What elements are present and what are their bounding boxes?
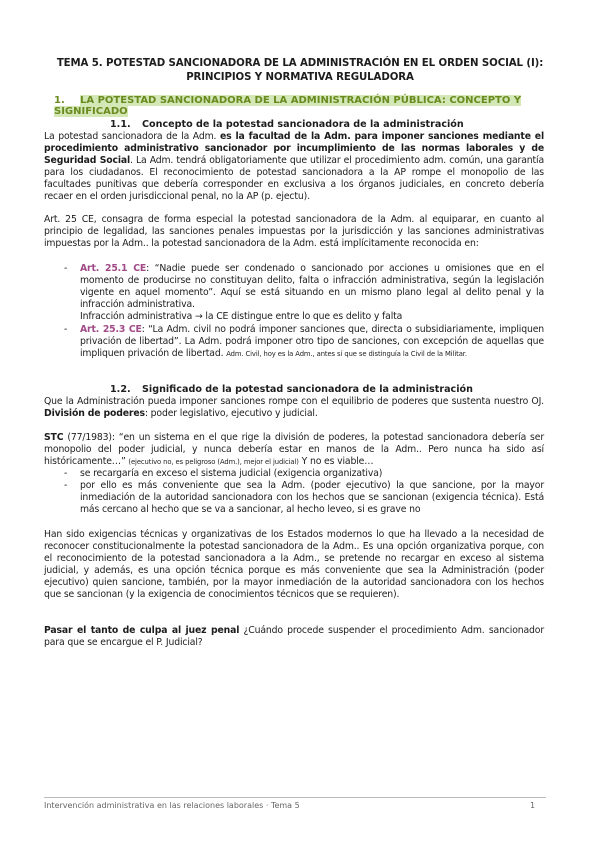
subsection-1-2-title: Significado de la potestad sancionadora de la administración xyxy=(142,384,473,395)
stc-small-note: (ejecutivo no, es peligroso (Adm.), mejor el judicial) xyxy=(128,458,299,466)
paragraph-significance-text-c: : poder legislativo, ejecutivo y judicial. xyxy=(144,408,318,419)
stc-quote: (77/1983): “en un sistema en el que rige la división de poderes, la potestad sancionadora debería ser monopolio del poder judicial, y nunca debería estar en manos de la Adm.. Pero nunca ha sido así históricamente…” xyxy=(44,432,544,467)
section-1-heading xyxy=(54,95,544,117)
subsection-1-1-number: 1.1. xyxy=(110,119,131,130)
subsection-1-1-heading xyxy=(110,119,464,131)
bullet-marker-4: - xyxy=(64,480,68,491)
stc-label: STC xyxy=(44,432,64,443)
bullet-marker-1: - xyxy=(64,263,68,274)
paragraph-concept-text-a: La potestad sancionadora de la Adm. xyxy=(44,131,220,142)
article-25-1-note: Infracción administrativa → la CE distingue entre lo que es delito y falta xyxy=(80,311,403,322)
paragraph-penal-judge xyxy=(44,625,544,649)
paragraph-stc xyxy=(44,432,544,468)
bullet-marker-2: - xyxy=(64,324,68,335)
list-item-technical: por ello es más conveniente que sea la Adm. (poder ejecutivo) la que sancione, por la mayor inmediación de la autoridad sancionadora con los hechos que se sancionan (exigencia técnica). Está más cercano al hecho que se va a sancionar, al hecho leveo, si es grave no xyxy=(80,480,544,515)
article-ref-25-3: Art. 25.3 CE xyxy=(80,324,142,335)
footer-text: Intervención administrativa en las relaciones laborales · Tema 5 xyxy=(44,801,300,810)
list-item-art-25-1 xyxy=(80,263,544,323)
section-1-title: LA POTESTAD SANCIONADORA DE LA ADMINISTRACIÓN PÚBLICA: CONCEPTO Y SIGNIFICADO xyxy=(54,95,522,117)
paragraph-concept-definition: es la facultad de la Adm. para imponer sanciones mediante el procedimiento administrativo sancionador por incumplimiento de las normas laborales y de Seguridad Social xyxy=(44,131,545,166)
paragraph-requirements: Han sido exigencias técnicas y organizativas de los Estados modernos lo que ha llevado a la necesidad de reconocer constitucionalmente la potestad sancionadora de la Adm.. Es una opción organizativa porque, con el reconocimiento de la potestad sancionadora a la Adm., se pretende no recargar en exceso al sistema judicial, y además, es una opción técnica porque es más conveniente que sea la Administración (poder ejecutivo) quien sancione, también, por la mayor inmediación de la autoridad sancionadora con los hechos que se sancionan (y la exigencia de conocimientos técnicos que se requieren). xyxy=(44,529,544,600)
article-25-3-small-note: Adm. Civil, hoy es la Adm., antes sí que se distinguía la Civil de la Militar. xyxy=(226,350,467,358)
article-25-1-text: : “Nadie puede ser condenado o sancionado por acciones u omisiones que en el momento de producirse no constituyan delito, falta o infracción administrativa, según la legislación vigente en aquel momento”. Aquí se está situando en un mismo plano legal al delito penal y la infracción administrativa. xyxy=(80,263,545,310)
subsection-1-1-title: Concepto de la potestad sancionadora de la administración xyxy=(142,119,464,130)
title-line-2: PRINCIPIOS Y NORMATIVA REGULADORA xyxy=(186,72,414,83)
footer-page-number: 1 xyxy=(530,801,536,810)
paragraph-art25: Art. 25 CE, consagra de forma especial la potestad sancionadora de la Adm. al equiparar, en cuanto al principio de legalidad, las sanciones penales impuestas por la jurisdicción y las sanciones administrativas impuestas por la Adm.. la potestad sancionadora de la Adm. está implícitamente reconocida en: xyxy=(44,214,544,249)
paragraph-concept xyxy=(44,131,544,203)
article-ref-25-1: Art. 25.1 CE xyxy=(80,263,147,274)
section-1-number: 1. xyxy=(54,95,65,106)
subsection-1-2-number: 1.2. xyxy=(110,384,131,395)
paragraph-significance xyxy=(44,396,544,420)
bullet-marker-3: - xyxy=(64,468,68,479)
list-item-organizational: se recargaría en exceso el sistema judicial (exigencia organizativa) xyxy=(80,468,383,479)
penal-judge-question: ¿Cuándo procede suspender el procedimiento Adm. sancionador para que se encargue el P. Judicial? xyxy=(44,625,544,648)
title-line-1: TEMA 5. POTESTAD SANCIONADORA DE LA ADMINISTRACIÓN EN EL ORDEN SOCIAL (I): xyxy=(56,58,544,69)
stc-trailing-text: Y no es viable… xyxy=(298,456,374,467)
paragraph-concept-text-c: . La Adm. tendrá obligatoriamente que utilizar el procedimiento adm. común, una garantía para los ciudadanos. El reconocimiento de potestad sancionadora a la AP rompe el monopolio de las facultades punitivas que debería corresponder en exclusiva a los órganos judiciales, en concreto debería recaer en el orden jurisdiccional penal, no la AP (p. ejectu). xyxy=(44,155,544,202)
paragraph-significance-text-a: Que la Administración pueda imponer sanciones rompe con el equilibrio de poderes que sustenta nuestro OJ. xyxy=(44,396,544,407)
article-25-3-text: : “La Adm. civil no podrá imponer sanciones que, directa o subsidiariamente, impliquen privación de libertad”. La Adm. podrá imponer otro tipo de sanciones, con excepción de aquellas que impliquen privación de libertad. xyxy=(80,324,545,359)
document-title xyxy=(46,57,554,85)
division-of-powers-term: División de poderes xyxy=(44,408,145,419)
penal-judge-heading: Pasar el tanto de culpa al juez penal xyxy=(44,625,240,636)
subsection-1-2-heading xyxy=(110,384,473,396)
list-item-art-25-3 xyxy=(80,324,544,360)
footer-divider xyxy=(44,797,546,798)
